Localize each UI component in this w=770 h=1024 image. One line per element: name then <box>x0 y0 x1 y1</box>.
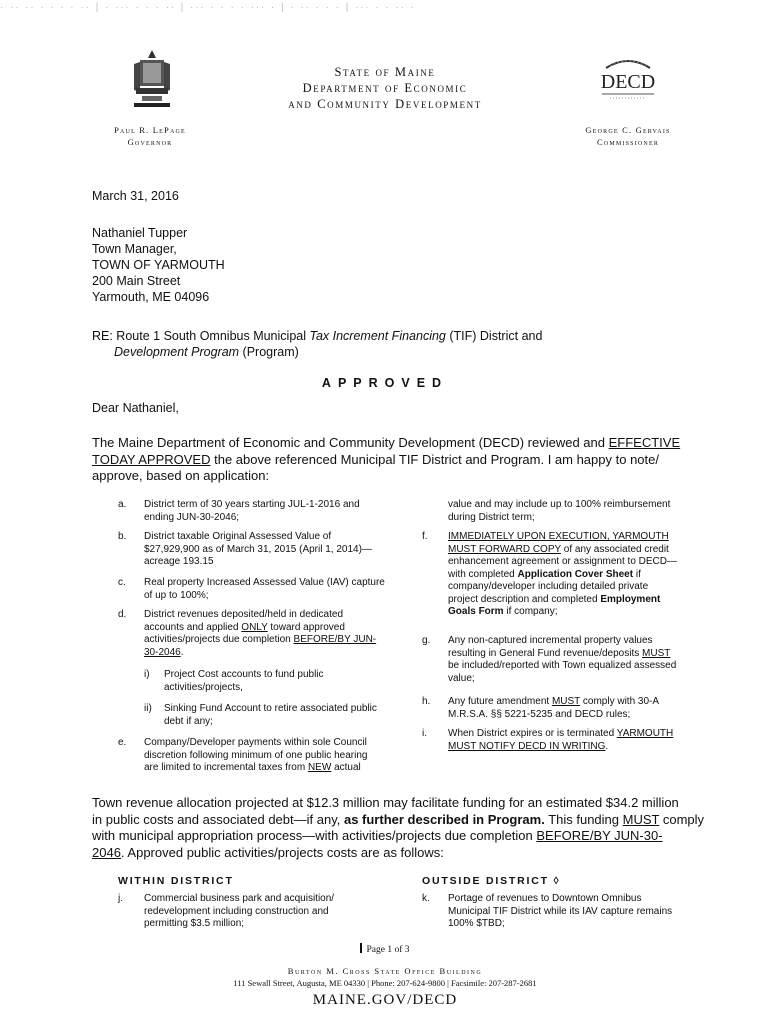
state-seal-icon <box>130 48 174 112</box>
footer-address: 111 Sewall Street, Augusta, ME 04330 | Phone: 207-624-9800 | Facsimile: 207-287-2681 <box>233 978 537 988</box>
agency-name <box>250 64 520 112</box>
intro-paragraph: The Maine Department of Economic and Community Development (DECD) reviewed and EFFECTIVE TODAY APPROVED the above referenced Municipal TIF District and Program. I am happy to note/ approve, based on application: <box>92 435 681 483</box>
recipient-line: 200 Main Street <box>92 274 181 288</box>
recipient-line: Town Manager, <box>92 242 177 256</box>
governor-block <box>90 124 210 148</box>
recipient-line: Yarmouth, ME 04096 <box>92 290 210 304</box>
decd-logo-icon <box>588 52 668 108</box>
governor-name: Paul R. LePage <box>114 125 186 135</box>
salutation: Dear Nathaniel, <box>92 401 179 415</box>
commissioner-block <box>558 124 698 148</box>
footer-website: MAINE.GOV/DECD <box>312 992 458 1008</box>
within-district-heading: WITHIN DISTRICT <box>118 875 234 887</box>
agency-line-2: Department of Economic <box>302 81 468 95</box>
agency-line-1: State of Maine <box>334 65 436 79</box>
re-line: RE: Route 1 South Omnibus Municipal Tax Increment Financing (TIF) District and Development Program (Program) <box>92 329 543 359</box>
recipient-address <box>92 225 225 305</box>
page-number: Page 1 of 3 <box>0 943 770 955</box>
footer-building: Burton M. Cross State Office Building <box>287 966 483 976</box>
revenue-paragraph: Town revenue allocation projected at $12.3 million may facilitate funding for an estimated $34.2 million in public costs and associated debt—if any, as further described in Program. This funding MUST comply with municipal appropriation process—with activities/projects due completion BEFORE/BY JUN-30- 2046. Approved public activities/projects costs are as follows: <box>92 795 705 860</box>
commissioner-title: Commissioner <box>596 137 660 147</box>
recipient-line: Nathaniel Tupper <box>92 226 188 240</box>
governor-title: Governor <box>127 137 173 147</box>
scan-artifact: · ·∙ ·· · · ∙ · ·· | · ·∙· · · · ·∙ | ·∙· · · · · ·∙· · | · ·∙ · · · | ·∙· · · ·∙ · <box>0 2 416 13</box>
approved-heading: APPROVED <box>321 376 449 390</box>
commissioner-name: George C. Gervais <box>585 125 671 135</box>
outside-district-heading: OUTSIDE DISTRICT ◊ <box>422 875 561 887</box>
letter-date: March 31, 2016 <box>92 189 179 203</box>
recipient-line: TOWN OF YARMOUTH <box>92 258 225 272</box>
decd-logo-text: DECD <box>600 71 656 93</box>
agency-line-3: and Community Development <box>288 97 482 111</box>
